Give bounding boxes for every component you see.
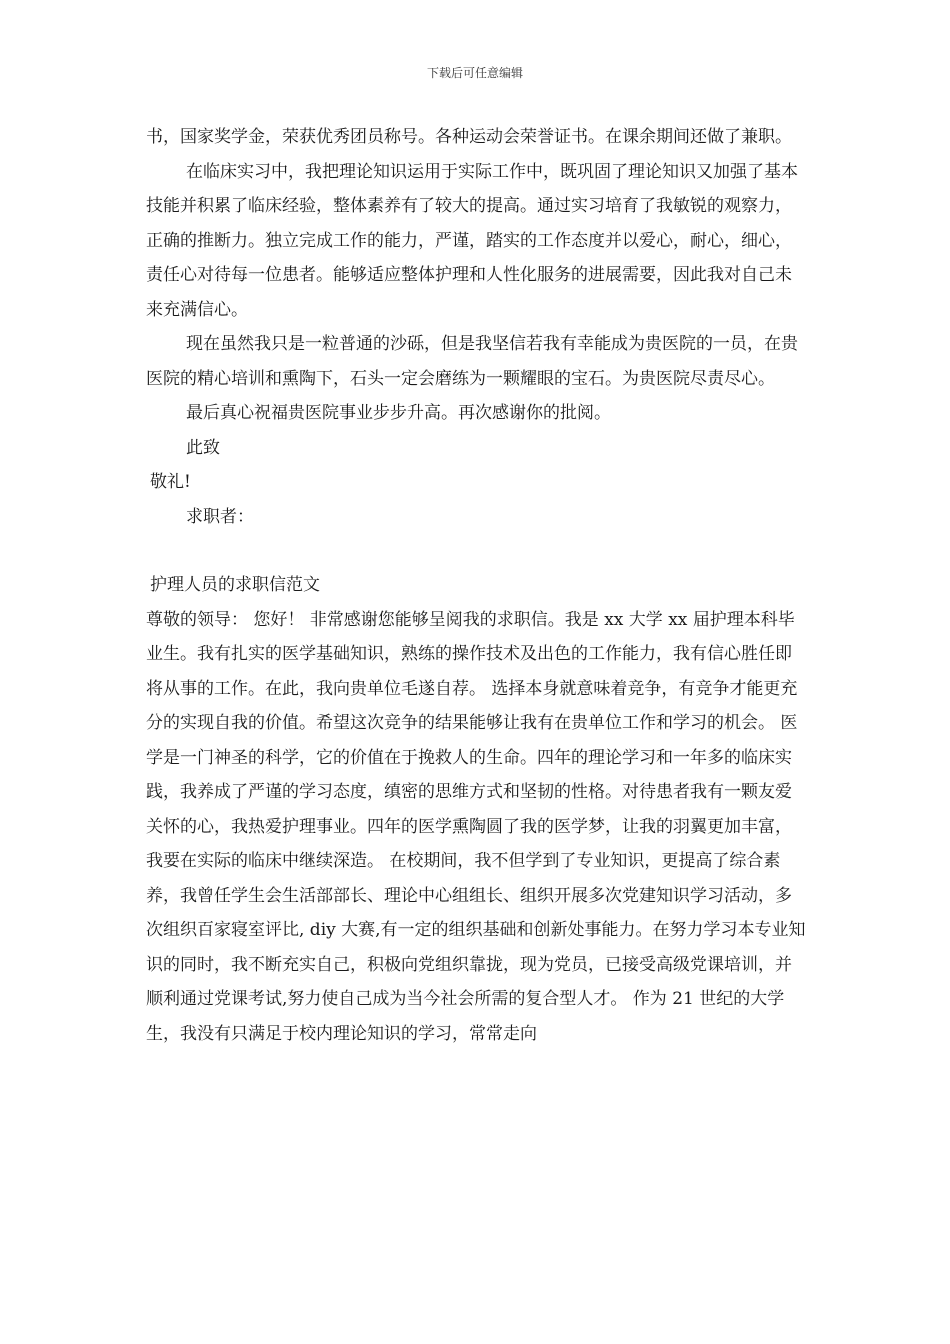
section-spacer <box>146 534 806 568</box>
letter1-closing: 此致 <box>186 437 220 458</box>
letter1-paragraph-aspiration: 现在虽然我只是一粒普通的沙砾，但是我坚信若我有幸能成为贵医院的一员，在贵医院的精心培训和熏陶下，石头一定会磨练为一颗耀眼的宝石。为贵医院尽责尽心。 <box>146 334 798 389</box>
letter1-signer: 求职者： <box>186 506 254 527</box>
letter2-title: 护理人员的求职信范文 <box>150 575 320 595</box>
letter1-salute: 敬礼! <box>150 472 191 492</box>
letter1-paragraph-internship: 在临床实习中，我把理论知识运用于实际工作中，既巩固了理论知识又加强了基本技能并积累了临床经验，整体素养有了较大的提高。通过实习培育了我敏锐的观察力，正确的推断力。独立完成工作的能力，严谨，踏实的工作态度并以爱心，耐心，细心，责任心对待每一位患者。能够适应整体护理和人性化服务的进展需要，因此我对自己未来充满信心。 <box>146 161 798 320</box>
page-header-note: 下载后可任意编辑 <box>426 66 523 80</box>
letter2-body: 尊敬的领导： 您好！ 非常感谢您能够呈阅我的求职信。我是 xx 大学 xx 届护理本科毕业生。我有扎实的医学基础知识，熟练的操作技术及出色的工作能力，我有信心胜任即将从事的工作。在此，我向贵单位毛遂自荐。 选择本身就意味着竞争，有竞争才能更充分的实现自我的价值。希望这次竞争的结果能够让我有在贵单位工作和学习的机会。 医学是一门神圣的科学，它的价值在于挽救人的生命。四年的理论学习和一年多的临床实践，我养成了严谨的学习态度，缜密的思维方式和坚韧的性格。对待患者我有一颗友爱关怀的心，我热爱护理事业。四年的医学熏陶圆了我的医学梦，让我的羽翼更加丰富，我要在实际的临床中继续深造。 在校期间，我不但学到了专业知识，更提高了综合素养，我曾任学生会生活部部长、理论中心组组长、组织开展多次党建知识学习活动，多次组织百家寝室评比, diy 大赛,有一定的组织基础和创新处事能力。在努力学习本专业知识的同时，我不断充实自己，积极向党组织靠拢，现为党员，已接受高级党课培训，并顺利通过党课考试,努力使自己成为当今社会所需的复合型人才。 作为 21 世纪的大学生，我没有只满足于校内理论知识的学习，常常走向 <box>146 609 806 1044</box>
letter1-continuation: 书，国家奖学金，荣获优秀团员称号。各种运动会荣誉证书。在课余期间还做了兼职。 <box>146 127 792 147</box>
letter1-paragraph-wishes: 最后真心祝福贵医院事业步步升高。再次感谢你的批阅。 <box>186 403 611 423</box>
document-body <box>146 120 806 1051</box>
